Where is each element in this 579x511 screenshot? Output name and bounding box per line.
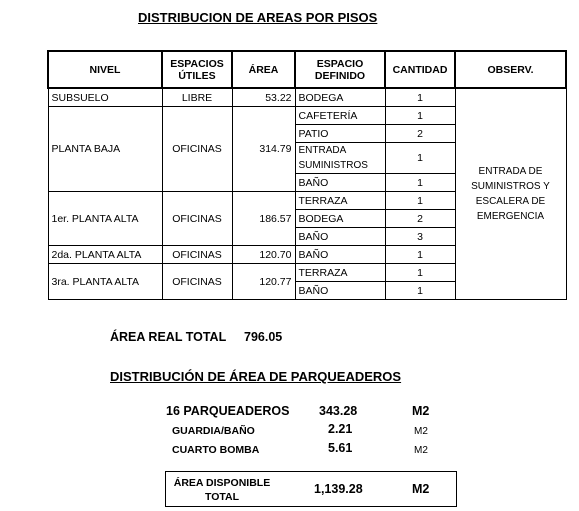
area-disponible-total-value: 1,139.28 xyxy=(314,482,363,496)
cantidad: 3 xyxy=(385,228,455,246)
parking-value: 343.28 xyxy=(319,404,358,418)
cantidad: 2 xyxy=(385,210,455,228)
level-espacios: OFICINAS xyxy=(162,246,232,264)
area-disponible-total-box xyxy=(165,471,457,507)
cantidad: 1 xyxy=(385,174,455,192)
cantidad: 2 xyxy=(385,125,455,143)
espacio-definido: CAFETERÍA xyxy=(295,107,385,125)
table-header-row xyxy=(48,51,566,88)
espacio-definido: BAÑO xyxy=(295,282,385,300)
level-name: 1er. PLANTA ALTA xyxy=(48,192,162,246)
level-area: 314.79 xyxy=(232,107,295,192)
area-disponible-total-unit: M2 xyxy=(412,482,430,496)
level-name: 3ra. PLANTA ALTA xyxy=(48,264,162,300)
cuarto-bomba-label: CUARTO BOMBA xyxy=(172,444,260,456)
level-espacios: OFICINAS xyxy=(162,264,232,300)
level-area: 186.57 xyxy=(232,192,295,246)
guardia-value: 2.21 xyxy=(328,422,353,436)
header-espacio-definido: ESPACIO DEFINIDO xyxy=(295,51,385,88)
guardia-unit: M2 xyxy=(414,426,428,437)
level-area: 53.22 xyxy=(232,88,295,107)
level-name: 2da. PLANTA ALTA xyxy=(48,246,162,264)
cuarto-bomba-value: 5.61 xyxy=(328,441,353,455)
observacion: ENTRADA DE SUMINISTROS Y ESCALERA DE EMERGENCIA xyxy=(455,88,566,300)
cantidad: 1 xyxy=(385,192,455,210)
areas-table xyxy=(47,50,567,300)
cantidad: 1 xyxy=(385,143,455,174)
espacio-definido: PATIO xyxy=(295,125,385,143)
espacio-definido: BAÑO xyxy=(295,228,385,246)
area-real-total-value: 796.05 xyxy=(244,330,283,344)
page-title: DISTRIBUCION DE AREAS POR PISOS xyxy=(138,10,378,25)
espacio-definido: TERRAZA xyxy=(295,192,385,210)
espacio-definido: BAÑO xyxy=(295,246,385,264)
header-espacios: ESPACIOS ÚTILES xyxy=(162,51,232,88)
area-disponible-total-label: ÁREA DISPONIBLE TOTAL xyxy=(173,477,271,503)
cantidad: 1 xyxy=(385,246,455,264)
cantidad: 1 xyxy=(385,107,455,125)
level-espacios: LIBRE xyxy=(162,88,232,107)
area-real-total-label: ÁREA REAL TOTAL xyxy=(110,330,227,344)
header-cantidad: CANTIDAD xyxy=(385,51,455,88)
level-area: 120.70 xyxy=(232,246,295,264)
cantidad: 1 xyxy=(385,264,455,282)
level-name: PLANTA BAJA xyxy=(48,107,162,192)
level-area: 120.77 xyxy=(232,264,295,300)
espacio-definido: TERRAZA xyxy=(295,264,385,282)
level-espacios: OFICINAS xyxy=(162,107,232,192)
header-area: ÁREA xyxy=(232,51,295,88)
level-espacios: OFICINAS xyxy=(162,192,232,246)
espacio-definido: BAÑO xyxy=(295,174,385,192)
espacio-definido: ENTRADA SUMINISTROS xyxy=(295,143,385,174)
parking-unit: M2 xyxy=(412,404,430,418)
cantidad: 1 xyxy=(385,282,455,300)
guardia-label: GUARDIA/BAÑO xyxy=(172,425,255,437)
cuarto-bomba-unit: M2 xyxy=(414,445,428,456)
level-name: SUBSUELO xyxy=(48,88,162,107)
area-real-total xyxy=(110,330,283,344)
espacio-definido: BODEGA xyxy=(295,210,385,228)
table-row xyxy=(48,88,566,107)
espacio-definido: BODEGA xyxy=(295,88,385,107)
header-nivel: NIVEL xyxy=(48,51,162,88)
header-observ: OBSERV. xyxy=(455,51,566,88)
parking-title: DISTRIBUCIÓN DE ÁREA DE PARQUEADEROS xyxy=(110,369,402,384)
cantidad: 1 xyxy=(385,88,455,107)
parking-label: 16 PARQUEADEROS xyxy=(166,404,290,418)
